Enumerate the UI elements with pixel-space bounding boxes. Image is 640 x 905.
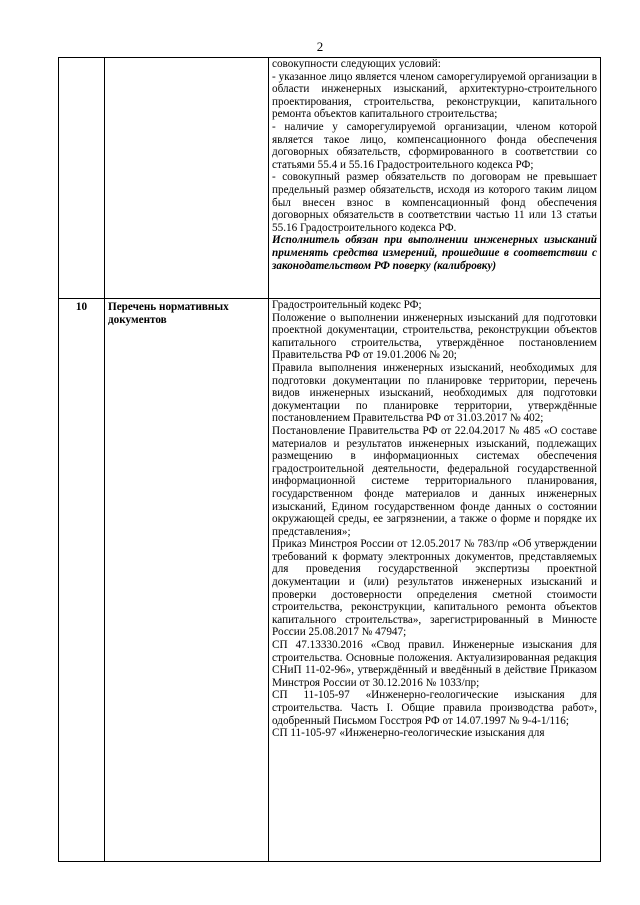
- row-number-cell: [59, 58, 105, 299]
- paragraph: - совокупный размер обязательств по договорам не превышает предельный размер обязательств, исходя из которого таким лицом был внесен взнос в компенсационный фонд обеспечения договорных обязательств в соответствии частью 11 или 13 статьи 55.16 Градостроительного кодекса РФ.: [272, 171, 597, 234]
- row-label-cell: [105, 58, 269, 299]
- paragraph: СП 47.13330.2016 «Свод правил. Инженерные изыскания для строительства. Основные положения. Актуализированная редакция СНиП 11-02-96», утверждённый и введённый в действие Приказом Минстроя России от 30.12.2016 № 1033/пр;: [272, 639, 597, 689]
- paragraph: - наличие у саморегулируемой организации, членом которой является такое лицо, компенсационного фонда обеспечения договорных обязательств, сформированного в соответствии со статьями 55.4 и 55.16 Градостроительного кодекса РФ;: [272, 120, 597, 171]
- paragraph: Приказ Минстроя России от 12.05.2017 № 783/пр «Об утверждении требований к формату электронных документов, представляемых для проведения государственной экспертизы проектной документации и (или) результатов инженерных изысканий и проверки достоверности определения сметной стоимости строительства, реконструкции, капитального ремонта объектов капитального строительства», зарегистрированный в Минюсте России 25.08.2017 № 47947;: [272, 538, 597, 639]
- table-row: [59, 58, 601, 299]
- requirements-table: [58, 57, 601, 862]
- paragraph: совокупности следующих условий:: [272, 58, 441, 70]
- paragraph: Положение о выполнении инженерных изысканий для подготовки проектной документации, строительства, реконструкции объектов капитального строительства, утверждённое постановлением Правительства РФ от 19.01.2006 № 20;: [272, 311, 597, 362]
- row-label-cell: Перечень нормативных документов: [105, 299, 269, 862]
- paragraph: Постановление Правительства РФ от 22.04.2017 № 485 «О составе материалов и результатов инженерных изысканий, подлежащих размещению в информационных системах обеспечения градостроительной деятельности, федеральной государственной информационной системе территориального планирования, государственном фонде материалов и данных инженерных изысканий, Едином государственном фонде данных о состоянии окружающей среды, ее загрязнении, а также о форме и порядке их представления»;: [272, 424, 597, 538]
- paragraph: Правила выполнения инженерных изысканий, необходимых для подготовки документации по планировке территории, перечень видов инженерных изысканий, необходимых для подготовки документации по планировке территории, утверждённые постановлением Правительства РФ от 31.03.2017 № 402;: [272, 361, 597, 425]
- paragraph: Градостроительный кодекс РФ;: [272, 299, 422, 311]
- row-content-cell: [269, 58, 601, 299]
- row-content-cell: [269, 299, 601, 862]
- emphasis-paragraph: Исполнитель обязан при выполнении инженерных изысканий применять средства измерений, прошедшие в соответствии с законодательством РФ поверку (калибровку): [272, 234, 597, 272]
- page-number: 2: [316, 39, 324, 54]
- paragraph: - указанное лицо является членом саморегулируемой организации в области инженерных изысканий, архитектурно-строительного проектирования, строительства, реконструкции, капитального ремонта объектов капитального строительства;: [272, 70, 597, 121]
- paragraph: СП 11-105-97 «Инженерно-геологические изыскания для строительства. Часть I. Общие правила производства работ», одобренный Письмом Госстроя РФ от 14.07.1997 № 9-4-1/116;: [272, 689, 597, 727]
- paragraph: СП 11-105-97 «Инженерно-геологические изыскания для: [272, 727, 545, 740]
- row-number-cell: 10: [59, 299, 105, 862]
- table-row: [59, 299, 601, 862]
